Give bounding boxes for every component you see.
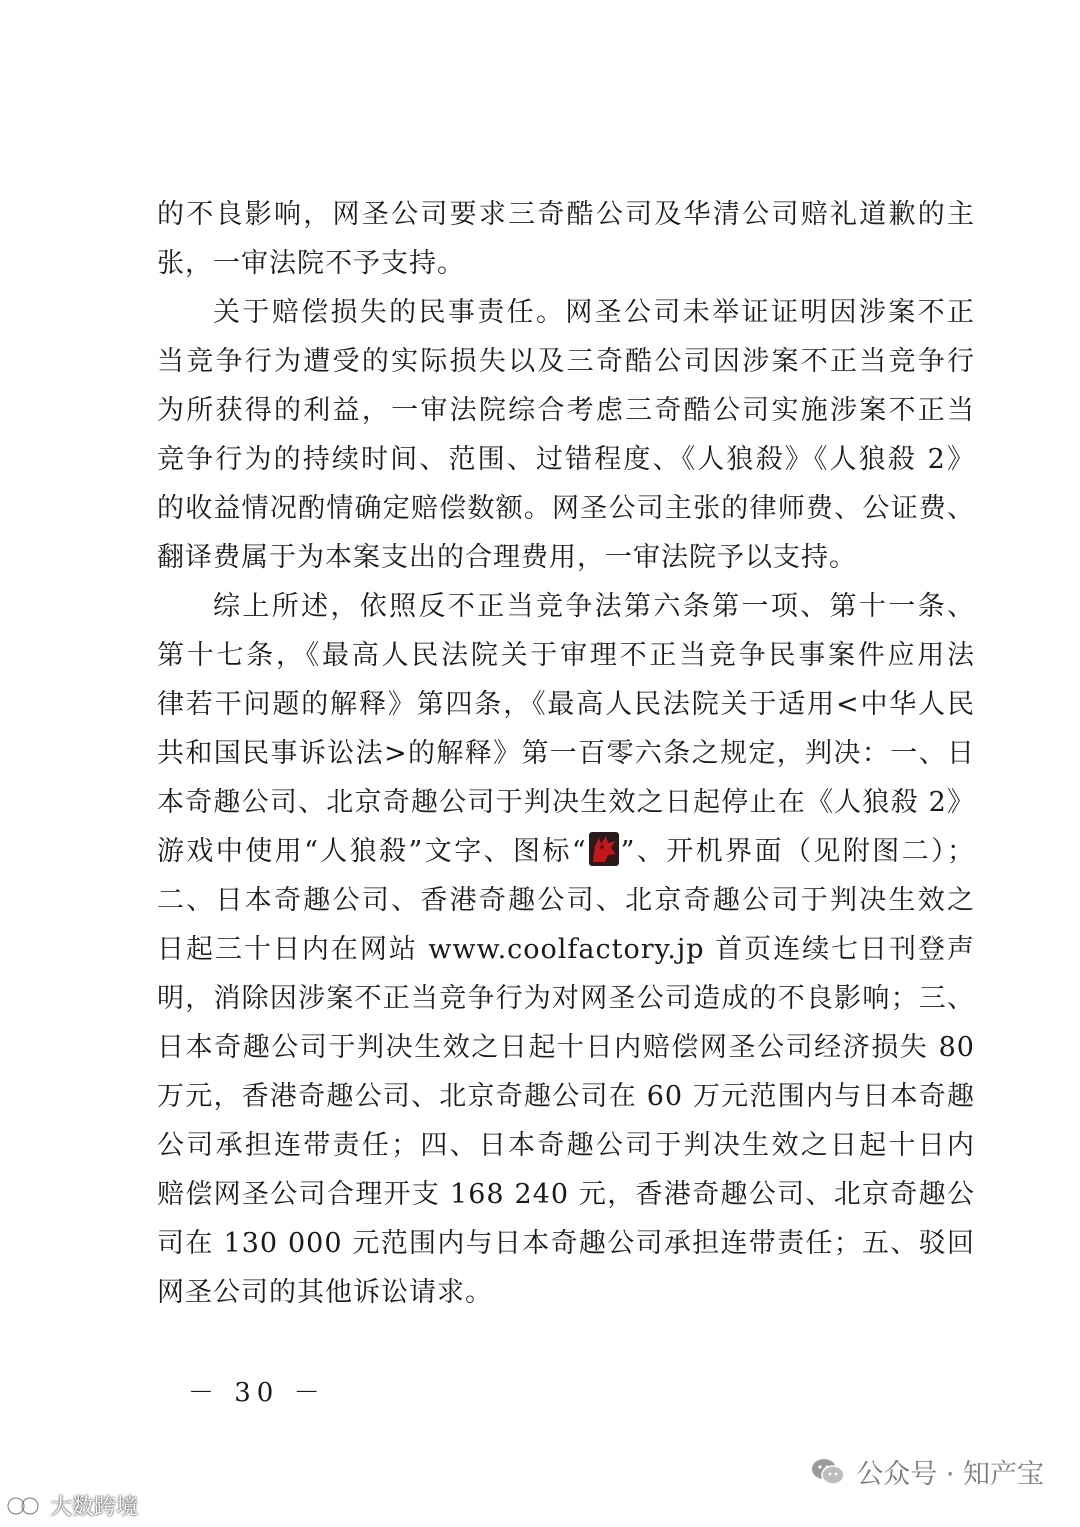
text-line: 明，消除因涉案不正当竞争行为对网圣公司造成的不良影响；三、 (157, 983, 975, 1014)
watermark-left (6, 1490, 138, 1521)
text-line: 张，一审法院不予支持。 (157, 248, 465, 279)
text-line: 日本奇趣公司于判决生效之日起十日内赔偿网圣公司经济损失 80 (157, 1032, 975, 1063)
wechat-icon (810, 1456, 846, 1488)
brand-logo-icon (6, 1494, 46, 1518)
text-line: 司在 130 000 元范围内与日本奇趣公司承担连带责任；五、驳回 (157, 1228, 975, 1259)
text-segment: 游戏中使用“人狼殺”文字、图标“ (157, 836, 587, 867)
text-line: 的不良影响，网圣公司要求三奇酷公司及华清公司赔礼道歉的主 (157, 199, 975, 230)
text-line: 赔偿网圣公司合理开支 168 240 元，香港奇趣公司、北京奇趣公 (157, 1179, 975, 1210)
watermark-right (810, 1452, 1044, 1491)
text-line: 共和国民事诉讼法>的解释》第一百零六条之规定，判决：一、日 (157, 738, 975, 769)
text-line: 的收益情况酌情确定赔偿数额。网圣公司主张的律师费、公证费、 (157, 493, 975, 524)
judgment-body (157, 190, 975, 1317)
text-line: 网圣公司的其他诉讼请求。 (157, 1277, 493, 1308)
text-line: 万元，香港奇趣公司、北京奇趣公司在 60 万元范围内与日本奇趣 (157, 1081, 975, 1112)
text-line: 第十七条，《最高人民法院关于审理不正当竞争民事案件应用法 (157, 640, 975, 671)
text-line: 公司承担连带责任；四、日本奇趣公司于判决生效之日起十日内 (157, 1130, 975, 1161)
text-line: 当竞争行为遭受的实际损失以及三奇酷公司因涉案不正当竞争行 (157, 346, 975, 377)
text-line-with-icon (157, 827, 975, 876)
text-line: 翻译费属于为本案支出的合理费用，一审法院予以支持。 (157, 542, 857, 573)
text-line: 关于赔偿损失的民事责任。网圣公司未举证证明因涉案不正 (213, 297, 975, 328)
page-number: － 30 － (188, 1378, 326, 1408)
text-line: 为所获得的利益，一审法院综合考虑三奇酷公司实施涉案不正当 (157, 395, 975, 426)
text-line: 日起三十日内在网站 www.coolfactory.jp 首页连续七日刊登声 (157, 934, 975, 965)
text-line: 二、日本奇趣公司、香港奇趣公司、北京奇趣公司于判决生效之 (157, 885, 975, 916)
wolf-logo-icon (589, 832, 619, 866)
text-line: 律若干问题的解释》第四条，《最高人民法院关于适用<中华人民 (157, 689, 975, 720)
text-line: 本奇趣公司、北京奇趣公司于判决生效之日起停止在《人狼殺 2》 (157, 787, 975, 818)
text-line: 综上所述，依照反不正当竞争法第六条第一项、第十一条、 (213, 591, 975, 622)
watermark-right-text: 公众号 · 知产宝 (856, 1459, 1044, 1490)
text-segment: ”、开机界面（见附图二）； (620, 836, 975, 867)
watermark-left-text: 大数跨境 (50, 1495, 139, 1520)
text-line: 竞争行为的持续时间、范围、过错程度、《人狼殺》《人狼殺 2》 (157, 444, 975, 475)
